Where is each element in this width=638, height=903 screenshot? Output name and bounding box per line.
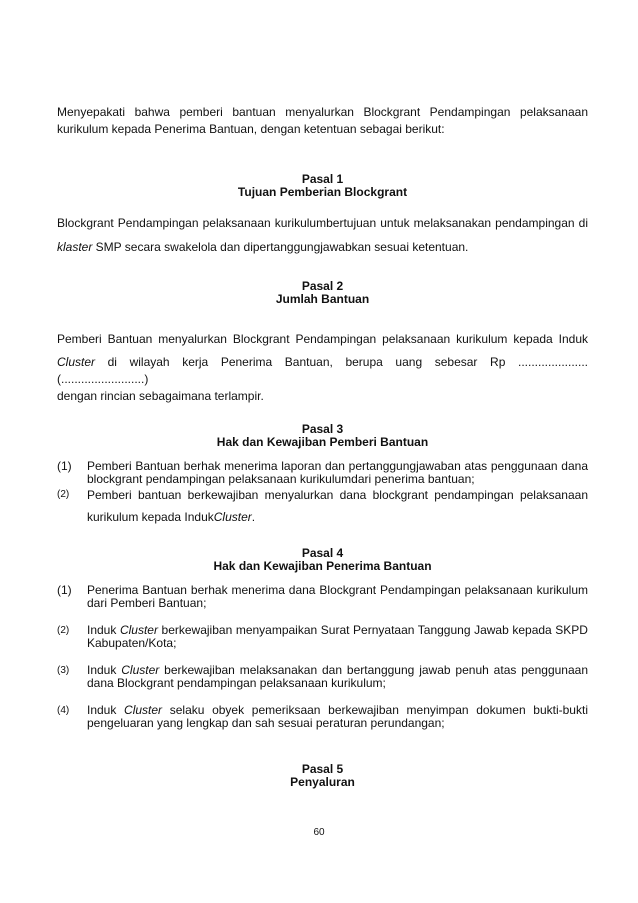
pasal-1-number: Pasal 1: [301, 172, 344, 186]
pasal-4-item-1: [57, 584, 588, 610]
list-number: (2): [57, 625, 70, 636]
intro-paragraph: [57, 104, 588, 138]
pasal-5-title: Penyaluran: [290, 775, 355, 789]
list-number: (1): [57, 459, 72, 473]
pasal-4-item-1-line-2: dari Pemberi Bantuan;: [87, 596, 207, 610]
pasal-3-number: Pasal 3: [301, 422, 344, 436]
pasal-3-item-2-line-2: [87, 509, 588, 525]
pasal-4-item-4-line-2: pengeluaran yang lengkap dan sah sesuai peraturan perundangan;: [87, 716, 445, 730]
pasal-3-item-2-cluster-italic: Cluster: [213, 510, 252, 524]
pasal-1-klaster-italic: klaster: [57, 240, 93, 254]
induk-text: Induk: [87, 623, 120, 637]
pasal-4-heading: [57, 547, 588, 573]
pasal-4-item-2-text: berkewajiban menyampaikan Surat Pernyataan Tanggung Jawab kepada SKPD: [157, 623, 588, 637]
pasal-4-item-3-line-2: dana Blockgrant pendampingan pelaksanaan kurikulum;: [87, 676, 386, 690]
pasal-1-line-2-rest: SMP secara swakelola dan dipertanggungjawabkan sesuai ketentuan.: [92, 240, 469, 254]
pasal-2-paragraph: [57, 327, 588, 405]
pasal-3-list: [57, 460, 588, 525]
list-number: (4): [57, 705, 70, 716]
cluster-italic: Cluster: [119, 623, 158, 637]
pasal-4-item-3: [57, 664, 588, 690]
pasal-1-line-2: [57, 235, 588, 259]
pasal-2-line-1: Pemberi Bantuan menyalurkan Blockgrant Pendampingan pelaksanaan kurikulum kepada Induk: [57, 332, 588, 346]
pasal-5-heading: [57, 763, 588, 789]
pasal-4-item-2: [57, 624, 588, 650]
pasal-4-title: Hak dan Kewajiban Penerima Bantuan: [213, 559, 432, 573]
intro-line-1: Menyepakati bahwa pemberi bantuan menyalurkan Blockgrant Pendampingan pelaksanaan: [57, 105, 588, 119]
pasal-4-item-1-line-1: Penerima Bantuan berhak menerima dana Blockgrant Pendampingan pelaksanaan kurikulum: [87, 583, 588, 597]
pasal-4-item-4-text: selaku obyek pemeriksaan berkewajiban menyimpan dokumen bukti-bukti: [162, 703, 588, 717]
pasal-2-number: Pasal 2: [301, 279, 344, 293]
induk-text: Induk: [87, 663, 122, 677]
intro-line-2: kurikulum kepada Penerima Bantuan, dengan ketentuan sebagai berikut:: [57, 122, 445, 136]
pasal-2-line-2: [57, 354, 588, 388]
cluster-italic: Cluster: [124, 703, 163, 717]
pasal-1-heading: [57, 173, 588, 199]
pasal-2-title: Jumlah Bantuan: [275, 292, 370, 306]
list-number: (1): [57, 583, 72, 597]
pasal-3-item-2-text: kurikulum kepada Induk: [87, 510, 214, 524]
pasal-3-item-2-line-1: Pemberi bantuan berkewajiban menyalurkan dana blockgrant pendampingan pelaksanaan: [87, 488, 588, 502]
pasal-3-heading: [57, 423, 588, 449]
induk-text: Induk: [87, 703, 125, 717]
pasal-3-title: Hak dan Kewajiban Pemberi Bantuan: [216, 435, 429, 449]
pasal-3-item-1-line-2: blockgrant pendampingan pelaksanaan kurikulumdari penerima bantuan;: [87, 472, 475, 486]
cluster-italic: Cluster: [121, 663, 160, 677]
pasal-2-cluster-italic: Cluster: [57, 355, 96, 369]
pasal-4-number: Pasal 4: [301, 546, 344, 560]
pasal-3-item-2: [57, 487, 588, 525]
pasal-1-paragraph: [57, 211, 588, 259]
list-number: (2): [57, 489, 70, 500]
pasal-1-line-1: Blockgrant Pendampingan pelaksanaan kurikulumbertujuan untuk melaksanakan pendampingan di: [57, 216, 588, 230]
pasal-4-item-3-text: berkewajiban melaksanakan dan bertanggung jawab penuh atas penggunaan: [159, 663, 588, 677]
pasal-4-item-4: [57, 704, 588, 730]
pasal-3-item-2-period: .: [251, 510, 256, 524]
pasal-2-heading: [57, 280, 588, 306]
pasal-3-item-1: [57, 460, 588, 486]
pasal-2-line-3: dengan rincian sebagaimana terlampir.: [57, 389, 264, 403]
list-number: (3): [57, 665, 70, 676]
page-number: 60: [313, 827, 325, 838]
pasal-3-item-1-line-1: Pemberi Bantuan berhak menerima laporan dan pertanggungjawaban atas penggunaan dana: [87, 459, 588, 473]
pasal-2-line-2-rest: di wilayah kerja Penerima Bantuan, berupa uang sebesar Rp ..................... (.........................): [57, 355, 588, 386]
pasal-4-item-2-line-2: Kabupaten/Kota;: [87, 636, 177, 650]
pasal-1-title: Tujuan Pemberian Blockgrant: [237, 185, 408, 199]
pasal-5-number: Pasal 5: [301, 762, 344, 776]
pasal-4-list: [57, 584, 588, 730]
